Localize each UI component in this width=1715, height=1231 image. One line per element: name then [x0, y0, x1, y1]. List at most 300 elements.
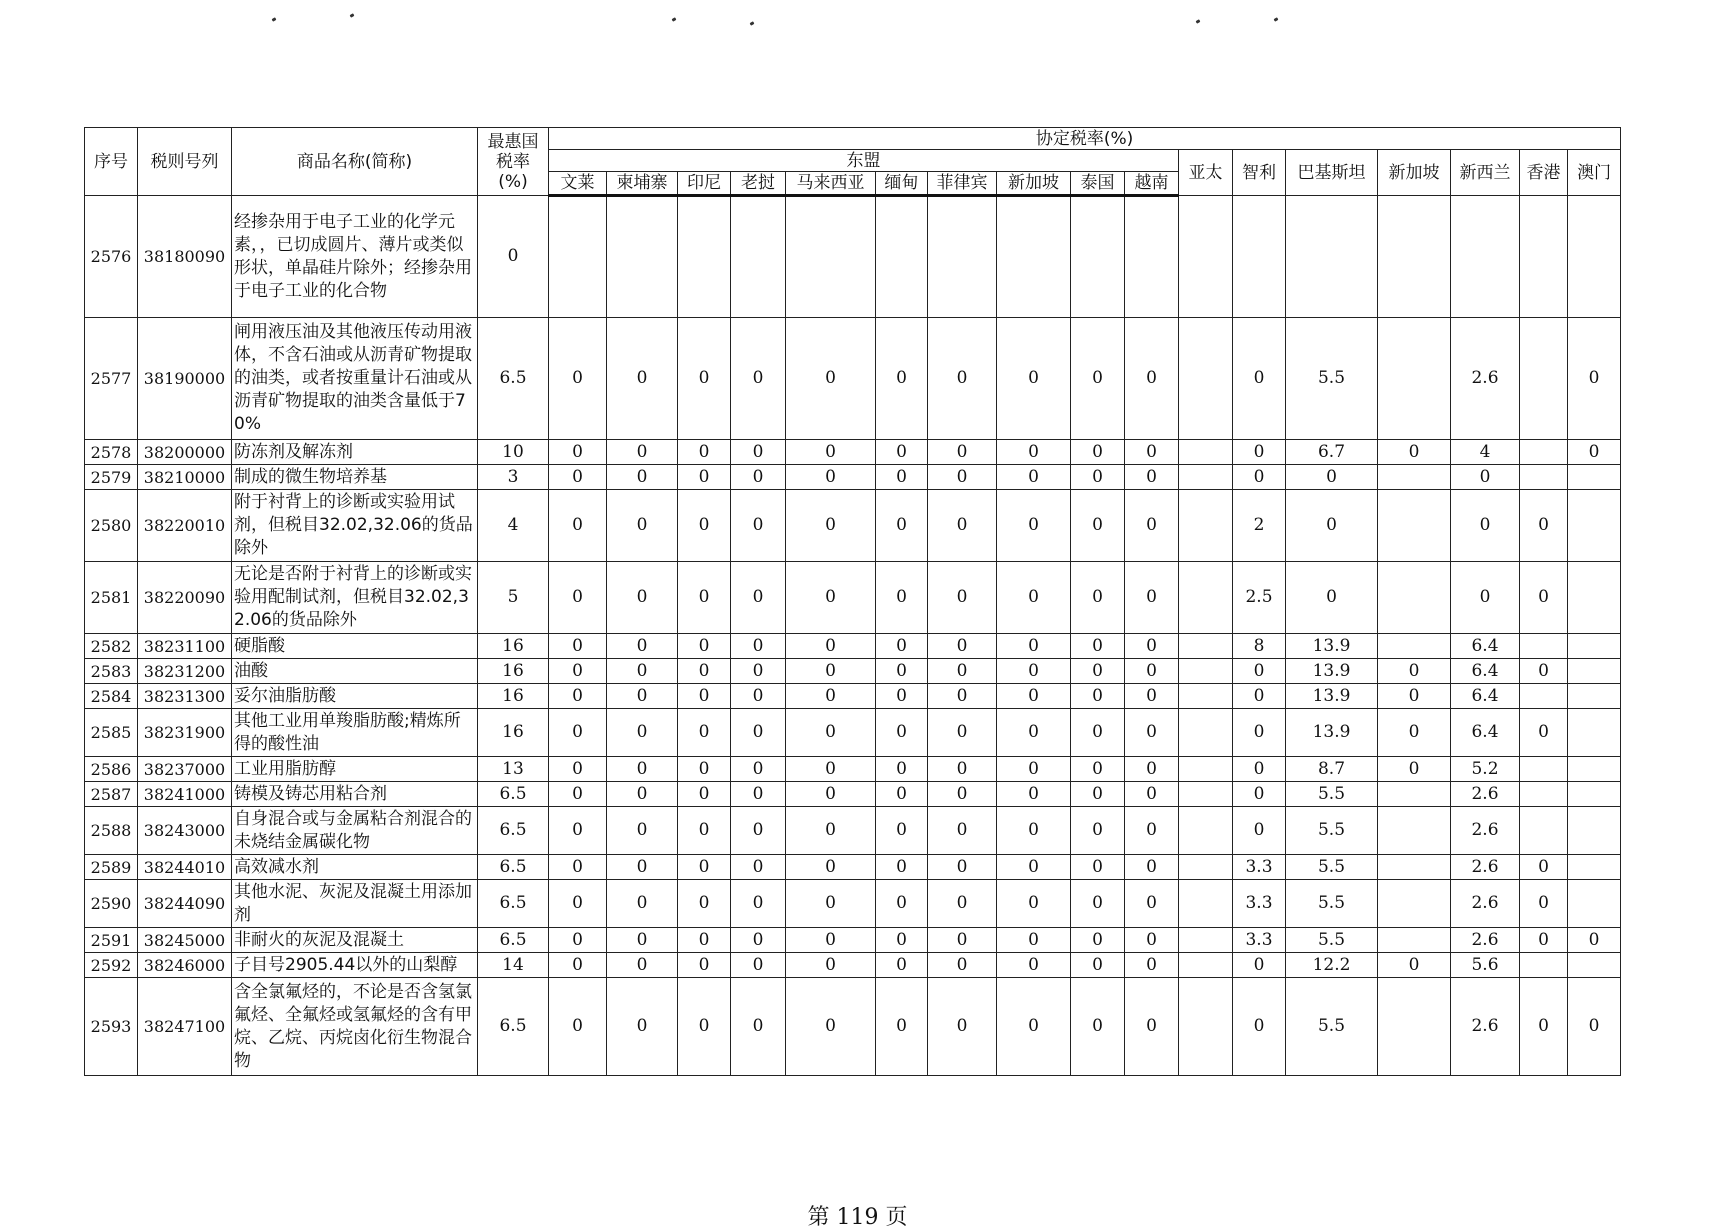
cell-mfn: 16	[478, 659, 549, 684]
cell-agreement-rate: 2.6	[1451, 978, 1520, 1076]
col-header-name: 商品名称(简称)	[232, 128, 478, 196]
cell-asean-rate: 0	[731, 490, 786, 562]
cell-asean-rate: 0	[607, 562, 678, 634]
col-header-mfn	[478, 128, 549, 196]
col-header-pakistan: 巴基斯坦	[1286, 150, 1378, 196]
cell-agreement-rate	[1378, 318, 1451, 440]
cell-agreement-rate: 5.6	[1451, 953, 1520, 978]
cell-asean-rate: 0	[549, 490, 607, 562]
cell-agreement-rate: 0	[1520, 880, 1568, 928]
cell-asean-rate: 0	[678, 953, 731, 978]
cell-asean-rate: 0	[786, 709, 876, 757]
cell-name: 高效减水剂	[232, 855, 478, 880]
cell-code: 38220010	[138, 490, 232, 562]
cell-asean-rate	[997, 196, 1071, 318]
cell-seq: 2586	[85, 757, 138, 782]
cell-code: 38220090	[138, 562, 232, 634]
cell-agreement-rate	[1520, 634, 1568, 659]
cell-asean-rate: 0	[607, 465, 678, 490]
cell-agreement-rate	[1179, 659, 1233, 684]
cell-asean-rate: 0	[678, 318, 731, 440]
cell-asean-rate: 0	[786, 562, 876, 634]
table-row	[85, 440, 1621, 465]
cell-asean-rate: 0	[876, 562, 928, 634]
cell-asean-rate: 0	[549, 562, 607, 634]
cell-agreement-rate: 0	[1568, 928, 1621, 953]
cell-asean-rate: 0	[1125, 440, 1179, 465]
cell-name: 含全氯氟烃的，不论是否含氢氯氟烃、全氟烃或氢氟烃的含有甲烷、乙烷、丙烷卤化衍生物混合物	[232, 978, 478, 1076]
cell-asean-rate: 0	[786, 757, 876, 782]
cell-agreement-rate: 5.5	[1286, 855, 1378, 880]
cell-asean-rate: 0	[997, 465, 1071, 490]
cell-agreement-rate	[1179, 562, 1233, 634]
cell-asean-rate: 0	[1071, 782, 1125, 807]
cell-agreement-rate: 0	[1233, 953, 1286, 978]
cell-seq: 2584	[85, 684, 138, 709]
cell-asean-rate: 0	[678, 855, 731, 880]
cell-asean-rate	[731, 196, 786, 318]
cell-asean-rate: 0	[928, 562, 997, 634]
cell-agreement-rate	[1451, 196, 1520, 318]
cell-code: 38231100	[138, 634, 232, 659]
cell-agreement-rate: 2.6	[1451, 880, 1520, 928]
col-header-vietnam: 越南	[1125, 172, 1179, 196]
tariff-table	[84, 127, 1621, 1076]
cell-asean-rate: 0	[607, 880, 678, 928]
cell-agreement-rate	[1568, 757, 1621, 782]
cell-name: 经掺杂用于电子工业的化学元素，，已切成圆片、薄片或类似形状，单晶硅片除外；经掺杂用于电子工业的化合物	[232, 196, 478, 318]
cell-asean-rate: 0	[1071, 562, 1125, 634]
cell-agreement-rate: 0	[1233, 659, 1286, 684]
cell-asean-rate: 0	[1071, 440, 1125, 465]
cell-mfn: 5	[478, 562, 549, 634]
cell-agreement-rate: 3.3	[1233, 880, 1286, 928]
cell-asean-rate: 0	[731, 855, 786, 880]
cell-name: 无论是否附于衬背上的诊断或实验用配制试剂，但税目32.02,32.06的货品除外	[232, 562, 478, 634]
cell-asean-rate: 0	[1071, 634, 1125, 659]
cell-asean-rate: 0	[731, 953, 786, 978]
cell-asean-rate	[1071, 196, 1125, 318]
table-row	[85, 928, 1621, 953]
cell-mfn: 6.5	[478, 807, 549, 855]
cell-asean-rate: 0	[1071, 978, 1125, 1076]
cell-code: 38210000	[138, 465, 232, 490]
cell-asean-rate: 0	[731, 659, 786, 684]
cell-asean-rate: 0	[876, 709, 928, 757]
cell-agreement-rate: 13.9	[1286, 659, 1378, 684]
cell-agreement-rate: 0	[1233, 318, 1286, 440]
cell-asean-rate: 0	[876, 465, 928, 490]
cell-asean-rate: 0	[607, 757, 678, 782]
cell-agreement-rate: 0	[1520, 928, 1568, 953]
cell-asean-rate	[1125, 196, 1179, 318]
cell-asean-rate: 0	[1071, 880, 1125, 928]
cell-asean-rate: 0	[678, 684, 731, 709]
cell-agreement-rate: 0	[1568, 440, 1621, 465]
cell-name: 子目号2905.44以外的山梨醇	[232, 953, 478, 978]
table-row	[85, 684, 1621, 709]
cell-seq: 2577	[85, 318, 138, 440]
cell-mfn: 6.5	[478, 318, 549, 440]
cell-agreement-rate: 2.6	[1451, 782, 1520, 807]
scan-speck	[350, 13, 355, 18]
cell-seq: 2592	[85, 953, 138, 978]
cell-asean-rate: 0	[786, 928, 876, 953]
cell-mfn: 14	[478, 953, 549, 978]
cell-mfn: 10	[478, 440, 549, 465]
col-header-laos: 老挝	[731, 172, 786, 196]
cell-code: 38231300	[138, 684, 232, 709]
cell-agreement-rate	[1179, 880, 1233, 928]
cell-asean-rate: 0	[607, 634, 678, 659]
cell-agreement-rate	[1568, 659, 1621, 684]
cell-seq: 2582	[85, 634, 138, 659]
cell-asean-rate: 0	[928, 855, 997, 880]
cell-asean-rate: 0	[678, 757, 731, 782]
cell-name: 油酸	[232, 659, 478, 684]
col-header-indonesia: 印尼	[678, 172, 731, 196]
cell-agreement-rate	[1179, 782, 1233, 807]
col-header-asean-singapore: 新加坡	[997, 172, 1071, 196]
cell-seq: 2588	[85, 807, 138, 855]
cell-asean-rate: 0	[1071, 807, 1125, 855]
cell-agreement-rate: 6.4	[1451, 634, 1520, 659]
cell-agreement-rate	[1179, 855, 1233, 880]
cell-name: 工业用脂肪醇	[232, 757, 478, 782]
cell-seq: 2587	[85, 782, 138, 807]
col-header-chile: 智利	[1233, 150, 1286, 196]
cell-agreement-rate	[1179, 757, 1233, 782]
cell-agreement-rate	[1568, 562, 1621, 634]
cell-asean-rate: 0	[786, 880, 876, 928]
cell-agreement-rate: 2	[1233, 490, 1286, 562]
cell-agreement-rate: 0	[1378, 440, 1451, 465]
cell-asean-rate: 0	[876, 318, 928, 440]
cell-agreement-rate	[1568, 490, 1621, 562]
col-header-macau: 澳门	[1568, 150, 1621, 196]
cell-seq: 2583	[85, 659, 138, 684]
cell-asean-rate: 0	[678, 782, 731, 807]
mfn-label-3: (%)	[498, 171, 528, 192]
cell-seq: 2580	[85, 490, 138, 562]
col-header-myanmar: 缅甸	[876, 172, 928, 196]
col-header-singapore: 新加坡	[1378, 150, 1451, 196]
cell-agreement-rate	[1179, 978, 1233, 1076]
cell-agreement-rate	[1378, 465, 1451, 490]
cell-asean-rate: 0	[1125, 709, 1179, 757]
table-row	[85, 634, 1621, 659]
cell-agreement-rate	[1179, 440, 1233, 465]
cell-asean-rate: 0	[607, 782, 678, 807]
cell-agreement-rate: 0	[1520, 659, 1568, 684]
table-row	[85, 807, 1621, 855]
cell-agreement-rate	[1179, 634, 1233, 659]
cell-agreement-rate	[1568, 709, 1621, 757]
cell-code: 38237000	[138, 757, 232, 782]
cell-agreement-rate: 2.6	[1451, 855, 1520, 880]
cell-asean-rate: 0	[997, 659, 1071, 684]
cell-agreement-rate	[1520, 684, 1568, 709]
cell-mfn: 16	[478, 634, 549, 659]
cell-agreement-rate	[1179, 490, 1233, 562]
cell-asean-rate: 0	[1071, 855, 1125, 880]
cell-asean-rate: 0	[678, 562, 731, 634]
cell-name: 闸用液压油及其他液压传动用液体，不含石油或从沥青矿物提取的油类，或者按重量计石油或从沥青矿物提取的油类含量低于70%	[232, 318, 478, 440]
cell-asean-rate: 0	[607, 490, 678, 562]
cell-asean-rate: 0	[876, 757, 928, 782]
cell-agreement-rate	[1179, 465, 1233, 490]
cell-asean-rate: 0	[678, 465, 731, 490]
scan-speck	[272, 17, 277, 22]
cell-asean-rate: 0	[876, 684, 928, 709]
cell-asean-rate: 0	[549, 757, 607, 782]
cell-asean-rate: 0	[1071, 953, 1125, 978]
cell-asean-rate: 0	[786, 318, 876, 440]
mfn-label-1: 最惠国	[487, 131, 539, 152]
cell-asean-rate: 0	[876, 978, 928, 1076]
cell-agreement-rate: 12.2	[1286, 953, 1378, 978]
cell-agreement-rate	[1378, 490, 1451, 562]
cell-code: 38200000	[138, 440, 232, 465]
table-row	[85, 880, 1621, 928]
cell-asean-rate	[549, 196, 607, 318]
cell-asean-rate: 0	[1125, 465, 1179, 490]
cell-agreement-rate	[1520, 953, 1568, 978]
cell-name: 防冻剂及解冻剂	[232, 440, 478, 465]
cell-agreement-rate	[1233, 196, 1286, 318]
cell-agreement-rate	[1568, 807, 1621, 855]
cell-asean-rate: 0	[786, 490, 876, 562]
cell-asean-rate: 0	[731, 978, 786, 1076]
cell-asean-rate: 0	[997, 953, 1071, 978]
cell-agreement-rate: 3.3	[1233, 855, 1286, 880]
cell-agreement-rate	[1520, 757, 1568, 782]
cell-code: 38246000	[138, 953, 232, 978]
cell-asean-rate: 0	[607, 807, 678, 855]
cell-agreement-rate: 0	[1568, 318, 1621, 440]
cell-asean-rate: 0	[678, 659, 731, 684]
cell-asean-rate: 0	[678, 440, 731, 465]
cell-asean-rate: 0	[997, 880, 1071, 928]
cell-asean-rate: 0	[549, 807, 607, 855]
cell-agreement-rate: 8	[1233, 634, 1286, 659]
cell-asean-rate: 0	[678, 880, 731, 928]
cell-agreement-rate: 13.9	[1286, 684, 1378, 709]
cell-asean-rate: 0	[1125, 855, 1179, 880]
cell-asean-rate: 0	[928, 318, 997, 440]
cell-mfn: 6.5	[478, 782, 549, 807]
cell-asean-rate: 0	[1071, 757, 1125, 782]
cell-agreement-rate: 0	[1233, 782, 1286, 807]
cell-code: 38245000	[138, 928, 232, 953]
cell-agreement-rate: 0	[1378, 953, 1451, 978]
cell-asean-rate: 0	[549, 709, 607, 757]
cell-code: 38247100	[138, 978, 232, 1076]
cell-agreement-rate: 0	[1233, 709, 1286, 757]
cell-agreement-rate	[1179, 318, 1233, 440]
cell-asean-rate: 0	[1125, 953, 1179, 978]
cell-agreement-rate: 0	[1233, 757, 1286, 782]
cell-code: 38243000	[138, 807, 232, 855]
cell-asean-rate: 0	[997, 928, 1071, 953]
scan-speck	[750, 21, 755, 26]
cell-agreement-rate	[1568, 196, 1621, 318]
cell-asean-rate: 0	[549, 440, 607, 465]
cell-asean-rate: 0	[997, 978, 1071, 1076]
cell-asean-rate: 0	[997, 757, 1071, 782]
cell-agreement-rate: 0	[1286, 490, 1378, 562]
cell-asean-rate: 0	[997, 440, 1071, 465]
cell-asean-rate: 0	[1125, 684, 1179, 709]
cell-asean-rate: 0	[997, 855, 1071, 880]
cell-asean-rate: 0	[786, 855, 876, 880]
page-number: 第 119 页	[807, 1205, 908, 1230]
cell-asean-rate: 0	[1071, 490, 1125, 562]
cell-agreement-rate: 2.6	[1451, 928, 1520, 953]
col-header-seq: 序号	[85, 128, 138, 196]
cell-name: 附于衬背上的诊断或实验用试剂，但税目32.02,32.06的货品除外	[232, 490, 478, 562]
cell-asean-rate: 0	[997, 318, 1071, 440]
cell-agreement-rate: 0	[1520, 490, 1568, 562]
cell-agreement-rate: 2.6	[1451, 318, 1520, 440]
cell-asean-rate: 0	[786, 782, 876, 807]
cell-agreement-rate	[1378, 855, 1451, 880]
cell-seq: 2591	[85, 928, 138, 953]
cell-asean-rate: 0	[876, 634, 928, 659]
cell-agreement-rate	[1179, 928, 1233, 953]
cell-name: 其他水泥、灰泥及混凝土用添加剂	[232, 880, 478, 928]
cell-mfn: 6.5	[478, 928, 549, 953]
cell-agreement-rate	[1179, 807, 1233, 855]
cell-asean-rate: 0	[731, 684, 786, 709]
cell-asean-rate: 0	[549, 880, 607, 928]
cell-agreement-rate	[1378, 562, 1451, 634]
cell-asean-rate: 0	[1125, 928, 1179, 953]
cell-agreement-rate: 0	[1520, 562, 1568, 634]
cell-agreement-rate	[1179, 684, 1233, 709]
cell-agreement-rate: 0	[1378, 757, 1451, 782]
cell-asean-rate: 0	[876, 855, 928, 880]
cell-asean-rate: 0	[607, 978, 678, 1076]
cell-agreement-rate: 0	[1233, 465, 1286, 490]
cell-asean-rate: 0	[549, 855, 607, 880]
cell-name: 其他工业用单羧脂肪酸;精炼所得的酸性油	[232, 709, 478, 757]
table-row	[85, 855, 1621, 880]
cell-asean-rate: 0	[786, 465, 876, 490]
table-row	[85, 318, 1621, 440]
cell-agreement-rate: 0	[1451, 465, 1520, 490]
cell-asean-rate: 0	[731, 928, 786, 953]
cell-asean-rate: 0	[607, 440, 678, 465]
cell-agreement-rate	[1520, 318, 1568, 440]
table-row	[85, 562, 1621, 634]
cell-asean-rate: 0	[607, 855, 678, 880]
cell-agreement-rate	[1378, 634, 1451, 659]
cell-agreement-rate: 0	[1568, 978, 1621, 1076]
cell-agreement-rate	[1179, 196, 1233, 318]
cell-agreement-rate: 6.4	[1451, 659, 1520, 684]
cell-agreement-rate: 5.5	[1286, 978, 1378, 1076]
cell-agreement-rate: 0	[1451, 562, 1520, 634]
cell-asean-rate: 0	[731, 880, 786, 928]
cell-asean-rate: 0	[928, 465, 997, 490]
cell-asean-rate: 0	[786, 807, 876, 855]
cell-asean-rate: 0	[549, 684, 607, 709]
cell-asean-rate: 0	[1071, 709, 1125, 757]
cell-agreement-rate: 0	[1520, 978, 1568, 1076]
cell-asean-rate: 0	[1071, 928, 1125, 953]
cell-asean-rate: 0	[607, 684, 678, 709]
cell-asean-rate: 0	[678, 807, 731, 855]
cell-seq: 2578	[85, 440, 138, 465]
cell-asean-rate: 0	[786, 684, 876, 709]
table-row	[85, 709, 1621, 757]
cell-asean-rate	[876, 196, 928, 318]
cell-agreement-rate: 0	[1233, 807, 1286, 855]
cell-agreement-rate	[1378, 782, 1451, 807]
cell-asean-rate: 0	[786, 440, 876, 465]
cell-asean-rate: 0	[678, 634, 731, 659]
cell-mfn: 6.5	[478, 855, 549, 880]
cell-asean-rate: 0	[1125, 634, 1179, 659]
cell-asean-rate: 0	[928, 490, 997, 562]
cell-asean-rate: 0	[1125, 757, 1179, 782]
table-row	[85, 196, 1621, 318]
cell-code: 38241000	[138, 782, 232, 807]
cell-code: 38180090	[138, 196, 232, 318]
cell-agreement-rate: 13.9	[1286, 709, 1378, 757]
cell-agreement-rate	[1568, 634, 1621, 659]
table-row	[85, 978, 1621, 1076]
col-header-brunei: 文莱	[549, 172, 607, 196]
cell-agreement-rate	[1568, 880, 1621, 928]
cell-agreement-rate: 2.5	[1233, 562, 1286, 634]
cell-asean-rate: 0	[678, 978, 731, 1076]
cell-asean-rate: 0	[549, 659, 607, 684]
cell-asean-rate: 0	[997, 709, 1071, 757]
cell-mfn: 0	[478, 196, 549, 318]
cell-asean-rate: 0	[876, 953, 928, 978]
col-header-agreement: 协定税率(%)	[549, 128, 1621, 150]
cell-agreement-rate: 0	[1233, 684, 1286, 709]
cell-asean-rate: 0	[928, 634, 997, 659]
cell-asean-rate: 0	[786, 634, 876, 659]
cell-asean-rate: 0	[549, 465, 607, 490]
table-row	[85, 659, 1621, 684]
col-header-hong-kong: 香港	[1520, 150, 1568, 196]
cell-asean-rate: 0	[786, 953, 876, 978]
cell-asean-rate: 0	[549, 978, 607, 1076]
cell-asean-rate: 0	[1125, 562, 1179, 634]
cell-asean-rate: 0	[1125, 880, 1179, 928]
cell-agreement-rate	[1568, 465, 1621, 490]
cell-code: 38231200	[138, 659, 232, 684]
cell-mfn: 6.5	[478, 880, 549, 928]
cell-asean-rate: 0	[1125, 807, 1179, 855]
cell-code: 38190000	[138, 318, 232, 440]
cell-name: 妥尔油脂肪酸	[232, 684, 478, 709]
cell-asean-rate: 0	[607, 318, 678, 440]
cell-agreement-rate	[1378, 978, 1451, 1076]
col-header-asean: 东盟	[549, 150, 1179, 172]
cell-agreement-rate: 5.5	[1286, 318, 1378, 440]
cell-asean-rate: 0	[928, 709, 997, 757]
cell-agreement-rate	[1286, 196, 1378, 318]
cell-asean-rate: 0	[731, 465, 786, 490]
cell-asean-rate: 0	[928, 684, 997, 709]
cell-agreement-rate: 0	[1378, 709, 1451, 757]
cell-name: 非耐火的灰泥及混凝土	[232, 928, 478, 953]
